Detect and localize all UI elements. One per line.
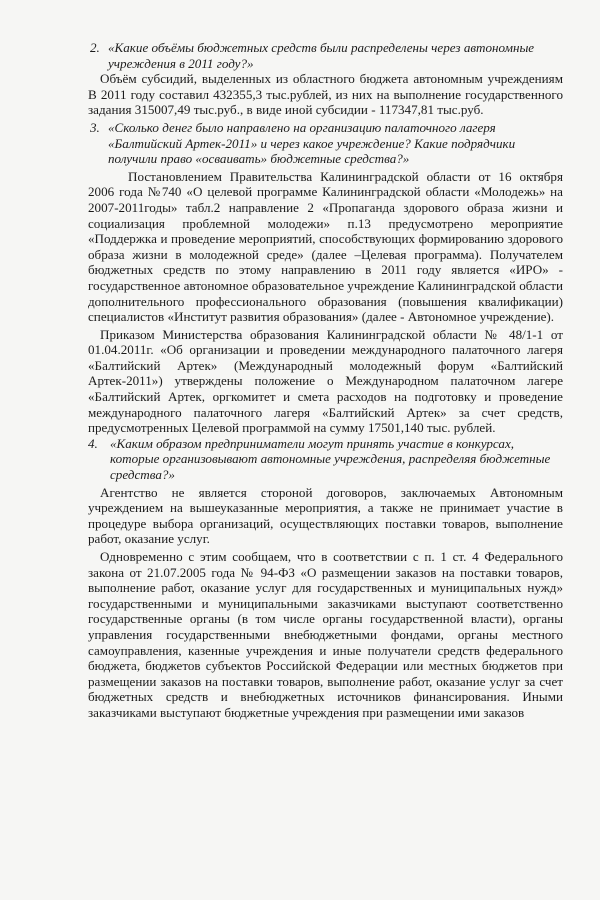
question-2-text: «Какие объёмы бюджетных средств были распределены через автономные учреждения в 2011 году?» — [108, 40, 535, 71]
answer-3-paragraph-2: Приказом Министерства образования Калининградской области № 48/1-1 от 01.04.2011г. «Об организации и проведении международного палаточного лагеря «Балтийский Артек» (Международный молодежный форум «Балтийский Артек-2011») утверждены положение о Международном палаточном лагере «Балтийский Артек, оргкомитет и смета расходов на подготовку и проведение международного палаточного лагеря «Балтийский Артек» за счет средств, предусмотренных Целевой программой на сумму 17501,140 тыс. рублей. — [88, 326, 563, 436]
answer-4-paragraph-2: Одновременно с этим сообщаем, что в соответствии с п. 1 ст. 4 Федерального закона от 21.07.2005 года № 94-ФЗ «О размещении заказов на поставки товаров, выполнение работ, оказание услуг для государственных и муниципальных нужд» государственными и муниципальными заказчиками выступают соответственно государственные органы (в том числе органы государственной власти), органы управления государственными внебюджетными фондами, органы местного самоуправления, казенные учреждения и иные получатели средств федерального бюджета, бюджетов субъектов Российской Федерации или местных бюджетов при размещении заказов на поставки товаров, выполнение работ, оказание услуг за счет бюджетных средств и внебюджетных источников финансирования. Иными заказчиками выступают бюджетные учреждения при размещении ими заказов — [88, 549, 563, 720]
question-2 — [88, 40, 563, 71]
question-3-text: «Сколько денег было направлено на организацию палаточного лагеря «Балтийский Артек-2011» и через какое учреждение? Какие подрядчики получили право «осваивать» бюджетные средства?» — [108, 119, 516, 167]
answer-2-paragraph: Объём субсидий, выделенных из областного бюджета автономным учреждениям В 2011 году составил 432355,3 тыс.рублей, из них на выполнение государственного задания 315007,49 тыс.руб., в виде иной субсидии - 117347,81 тыс.руб. — [88, 71, 563, 118]
question-4 — [88, 436, 563, 483]
answer-3-paragraph-1: Постановлением Правительства Калининградской области от 16 октября 2006 года №740 «О целевой программе Калининградской области «Молодежь» на 2007-2011годы» табл.2 направление 2 «Пропаганда здорового образа жизни и социализация проблемной молодежи» п.13 предусмотрено мероприятие «Поддержка и проведение мероприятий, способствующих формированию здорового образа жизни в молодежной среде» (далее –Целевая программа). Получателем бюджетных средств по этому направлению в 2011 году является «ИРО» - государственное автономное образовательное учреждение Калининградской области дополнительного профессионального образования (повышения квалификации) специалистов «Институт развития образования» (далее - Автономное учреждение). — [88, 168, 563, 325]
question-4-number: 4. — [88, 435, 98, 451]
question-3 — [88, 120, 563, 167]
answer-4-paragraph-1: Агентство не является стороной договоров, заключаемых Автономным учреждением на вышеуказанные мероприятия, а также не принимает участие в процедуре выбора организаций, осуществляющих поставки товаров, выполнение работ, оказание услуг. — [88, 484, 563, 547]
document-body — [88, 40, 563, 721]
question-3-number: 3. — [90, 119, 100, 135]
question-2-number: 2. — [90, 40, 100, 55]
question-4-text: «Каким образом предприниматели могут принять участие в конкурсах, которые организовывают автономные учреждения, распределяя бюджетные средства?» — [110, 435, 551, 483]
